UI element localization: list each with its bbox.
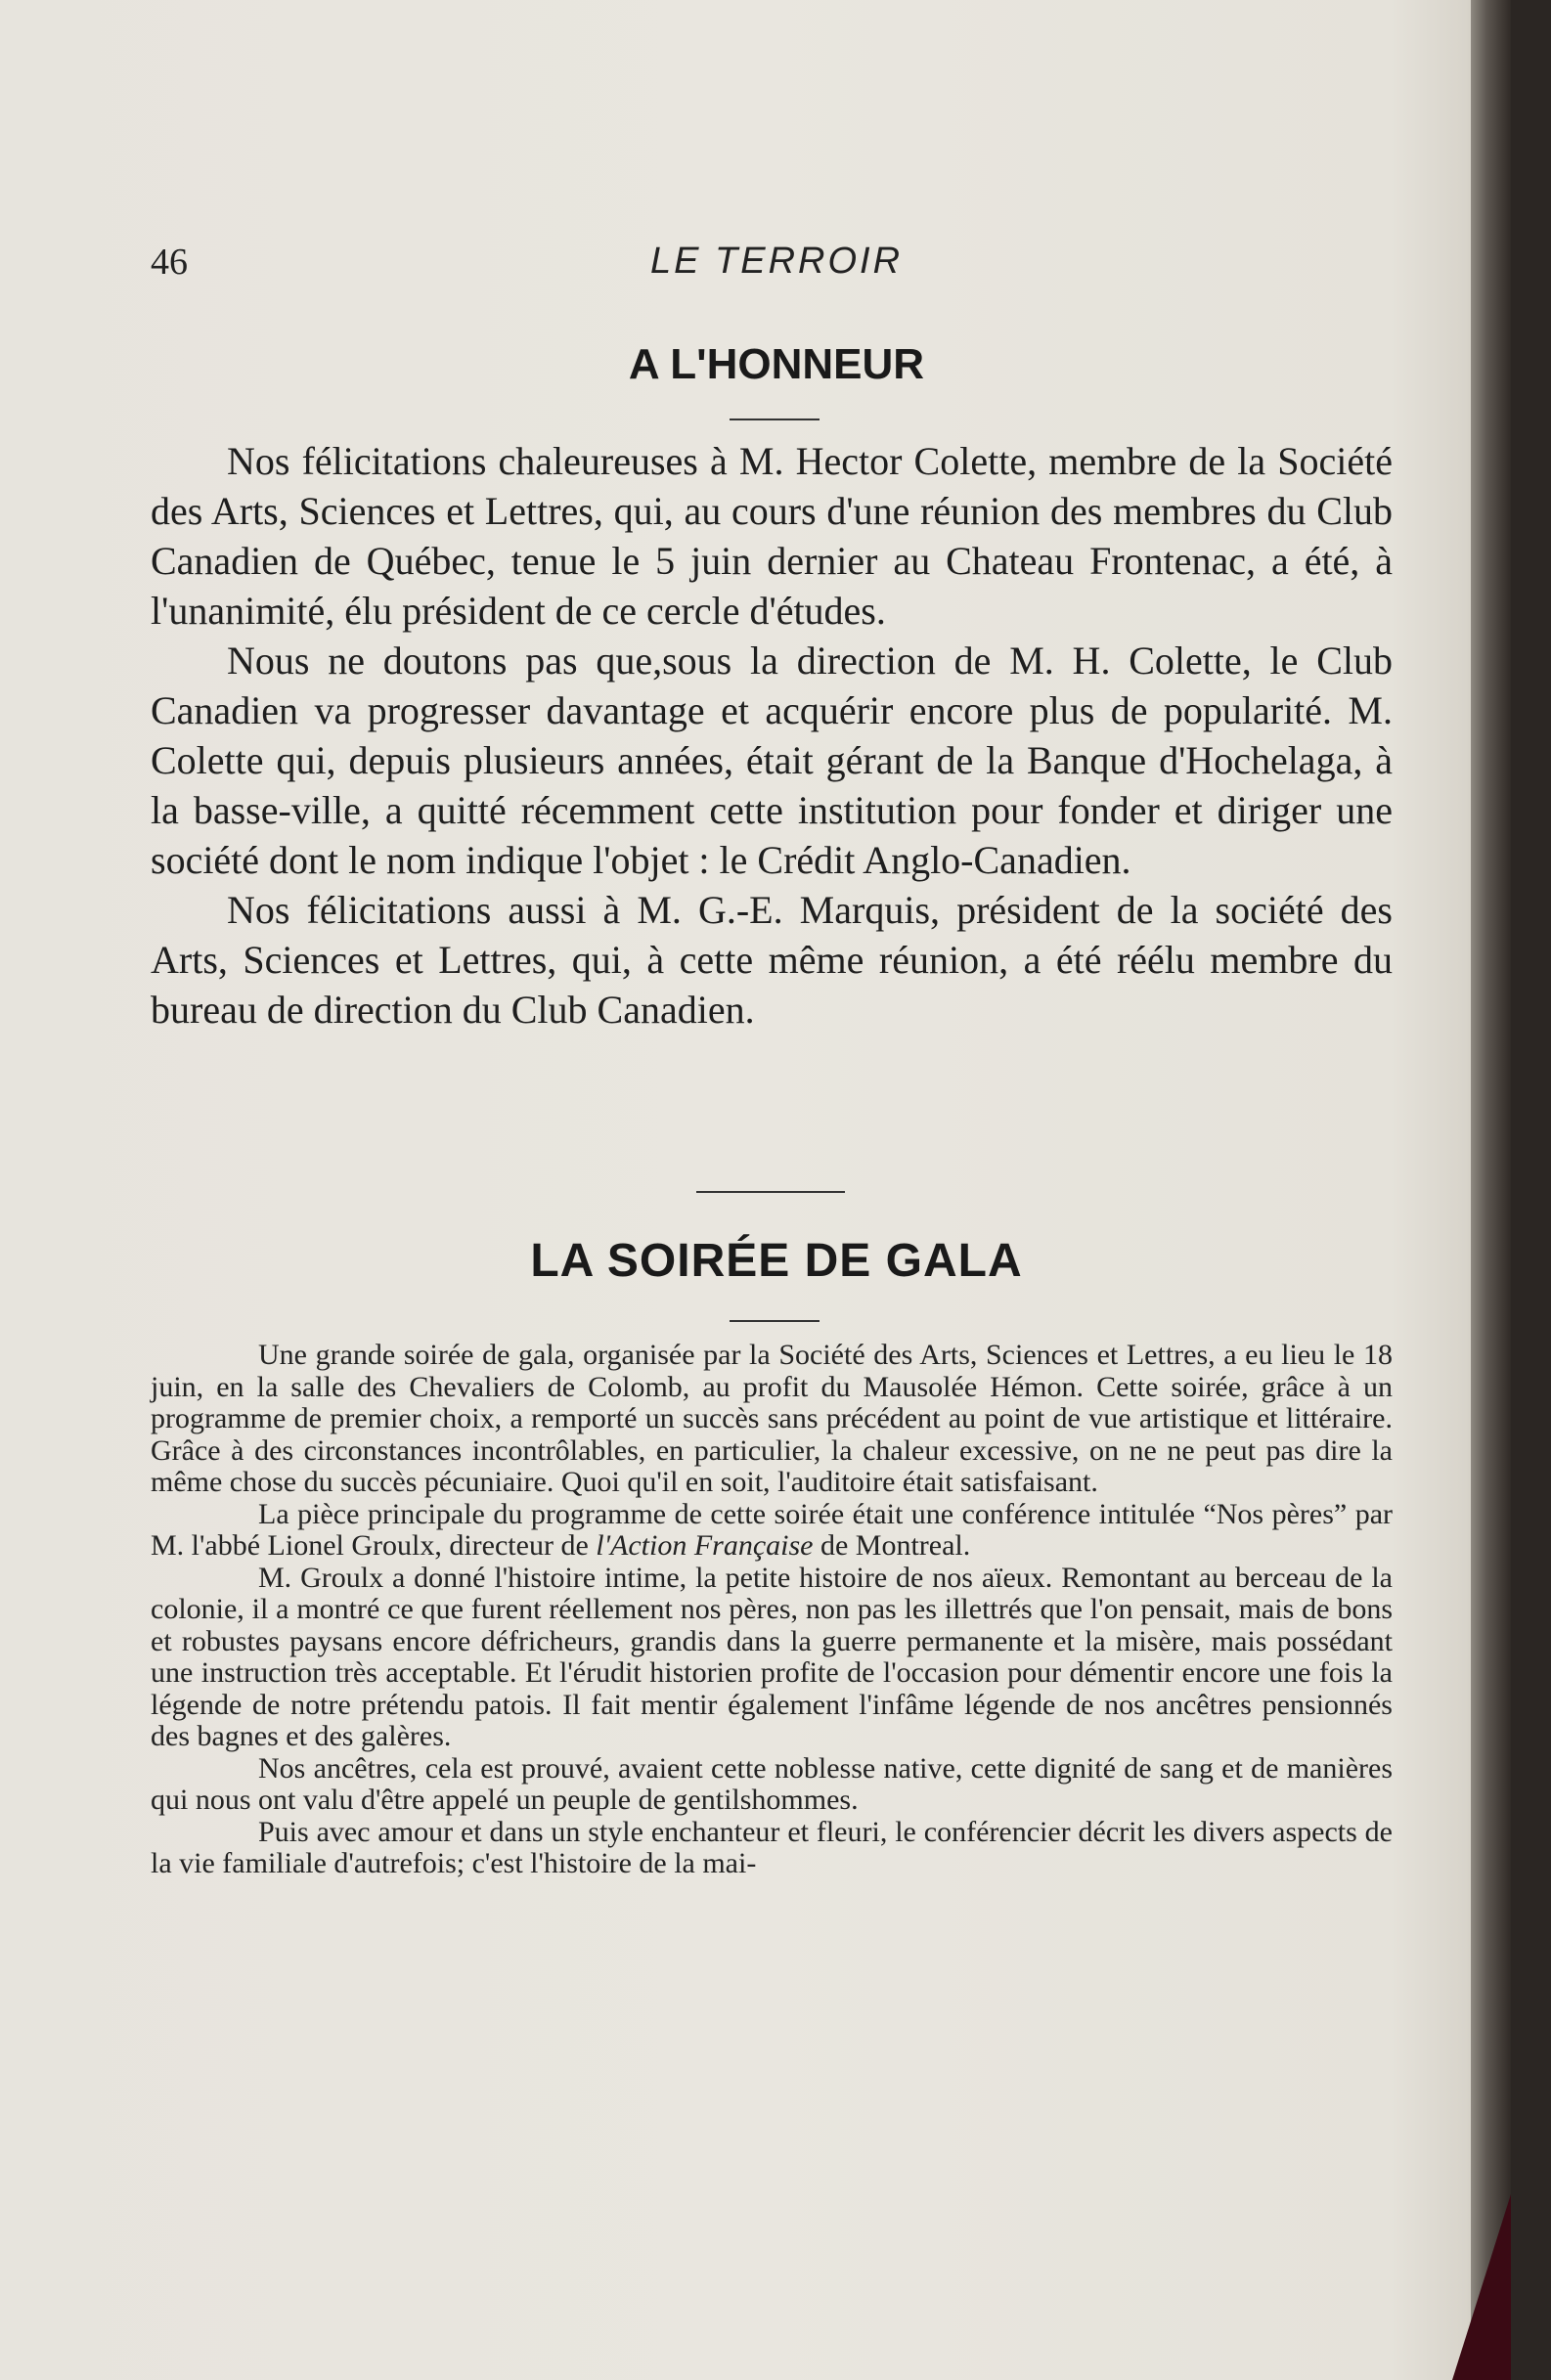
page-corner-tab: [1452, 2194, 1511, 2380]
running-head: [151, 241, 1402, 289]
article-title-honneur: A L'HONNEUR: [628, 340, 925, 388]
journal-title: LE TERROIR: [649, 241, 904, 282]
paragraph: M. Groulx a donné l'histoire intime, la petite histoire de nos aïeux. Remontant au berceau de la colonie, il a montré ce que furent réellement nos pères, non pas les illettrés que l'on pensait, mais de bons et robustes paysans encore défricheurs, grandis dans la guerre permanente et la misère, mais possédant une instruction très acceptable. Et l'érudit historien profite de l'occasion pour démentir encore une fois la légende de notre prétendu patois. Il fait mentir également l'infâme légende de nos ancêtres pensionnés des bagnes et des galères.: [151, 1561, 1393, 1752]
paragraph: Nos félicitations aussi à M. G.-E. Marquis, président de la société des Arts, Sciences et Lettres, qui, à cette même réunion, a été réélu membre du bureau de direction du Club Canadien.: [151, 888, 1393, 1032]
section-separator-rule: [696, 1191, 845, 1193]
paragraph: Nous ne doutons pas que,sous la direction de M. H. Colette, le Club Canadien va progresser davantage et acquérir encore plus de popularité. M. Colette qui, depuis plusieurs années, était gérant de la Banque d'Hochelaga, à la basse-ville, a quitté récemment cette institution pour fonder et diriger une société dont le nom indique l'objet : le Crédit Anglo-Canadien.: [151, 639, 1393, 882]
binding-shadow: [1471, 0, 1511, 2380]
paragraph: Nos félicitations chaleureuses à M. Hector Colette, membre de la Société des Arts, Sciences et Lettres, qui, au cours d'une réunion des membres du Club Canadien de Québec, tenue le 5 juin dernier au Chateau Frontenac, a été, à l'unanimité, élu président de ce cercle d'études.: [151, 439, 1393, 633]
title-underline-rule: [730, 1320, 820, 1322]
paragraph: Une grande soirée de gala, organisée par la Société des Arts, Sciences et Lettres, a eu lieu le 18 juin, en la salle des Chevaliers de Colomb, au profit du Mausolée Hémon. Cette soirée, grâce à un programme de premier choix, a remporté un succès sans précédent au point de vue artistique et littéraire. Grâce à des circonstances incontrôlables, en particulier, la chaleur excessive, on ne ne peut pas dire la même chose du succès pécuniaire. Quoi qu'il en soit, l'auditoire était satisfaisant.: [151, 1339, 1393, 1498]
article-body-honneur: [151, 436, 1393, 1035]
paragraph: [151, 1499, 1393, 1563]
paragraph-text: de Montreal.: [813, 1529, 971, 1562]
paragraph: Nos ancêtres, cela est prouvé, avaient cette noblesse native, cette dignité de sang et de manières qui nous ont valu d'être appelé un peuple de gentilshommes.: [151, 1751, 1393, 1816]
paragraph: Puis avec amour et dans un style enchanteur et fleuri, le conférencier décrit les divers aspects de la vie familiale d'autrefois; c'est l'histoire de la mai-: [151, 1815, 1393, 1879]
article-title-gala: LA SOIRÉE DE GALA: [530, 1235, 1023, 1287]
title-underline-rule: [730, 419, 820, 420]
paragraph-text: La pièce principale du programme de cette soirée était une conférence intitulée “Nos pères” par M. l'abbé Lionel Groulx, directeur de: [151, 1497, 1393, 1562]
article-body-gala: [151, 1340, 1393, 1880]
page-number: 46: [151, 242, 188, 283]
publication-name: l'Action Française: [596, 1529, 814, 1562]
